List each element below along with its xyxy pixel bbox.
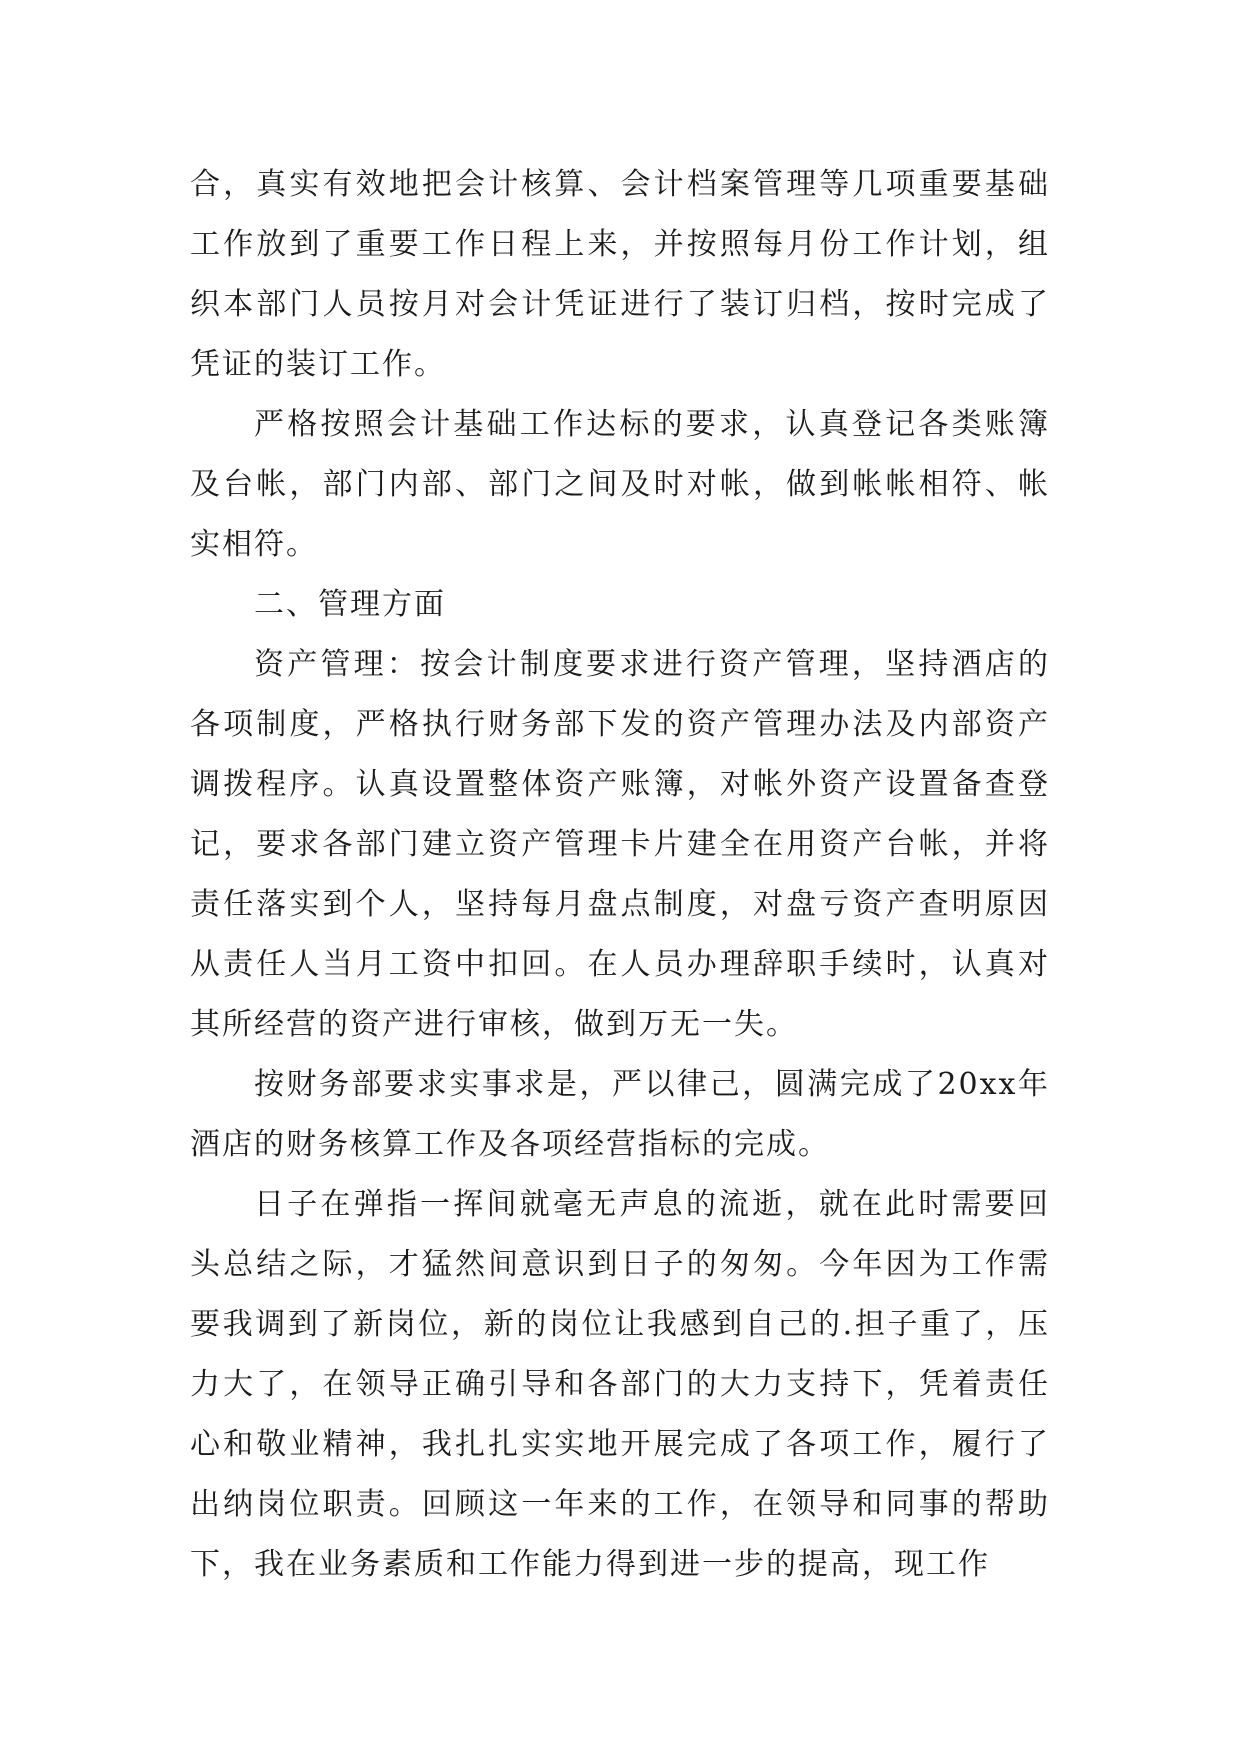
section-heading-management: 二、管理方面 (254, 587, 446, 622)
paragraph-year-review: 日子在弹指一挥间就毫无声息的流逝，就在此时需要回头总结之际，才猛然间意识到日子的匆匆。今年因为工作需要我调到了新岗位，新的岗位让我感到自己的.担子重了，压力大了，在领导正确引导和各部门的大力支持下，凭着责任心和敬业精神，我扎扎实实地开展完成了各项工作，履行了出纳岗位职责。回顾这一年来的工作，在领导和同事的帮助下，我在业务素质和工作能力得到进一步的提高，现工作 (190, 1187, 1050, 1582)
paragraph-financial-completion: 按财务部要求实事求是，严以律己，圆满完成了20xx年酒店的财务核算工作及各项经营指标的完成。 (190, 1067, 1050, 1162)
paragraph-continuation: 合，真实有效地把会计核算、会计档案管理等几项重要基础工作放到了重要工作日程上来，并按照每月份工作计划，组织本部门人员按月对会计凭证进行了装订归档，按时完成了凭证的装订工作。 (190, 167, 1050, 382)
paragraph-asset-management: 资产管理：按会计制度要求进行资产管理，坚持酒店的各项制度，严格执行财务部下发的资产管理办法及内部资产调拨程序。认真设置整体资产账簿，对帐外资产设置备查登记，要求各部门建立资产管理卡片建全在用资产台帐，并将责任落实到个人，坚持每月盘点制度，对盘亏资产查明原因从责任人当月工资中扣回。在人员办理辞职手续时，认真对其所经营的资产进行审核，做到万无一失。 (190, 647, 1050, 1042)
document-body (190, 155, 1050, 1595)
paragraph-accounting-basics: 严格按照会计基础工作达标的要求，认真登记各类账簿及台帐，部门内部、部门之间及时对帐，做到帐帐相符、帐实相符。 (190, 407, 1050, 562)
